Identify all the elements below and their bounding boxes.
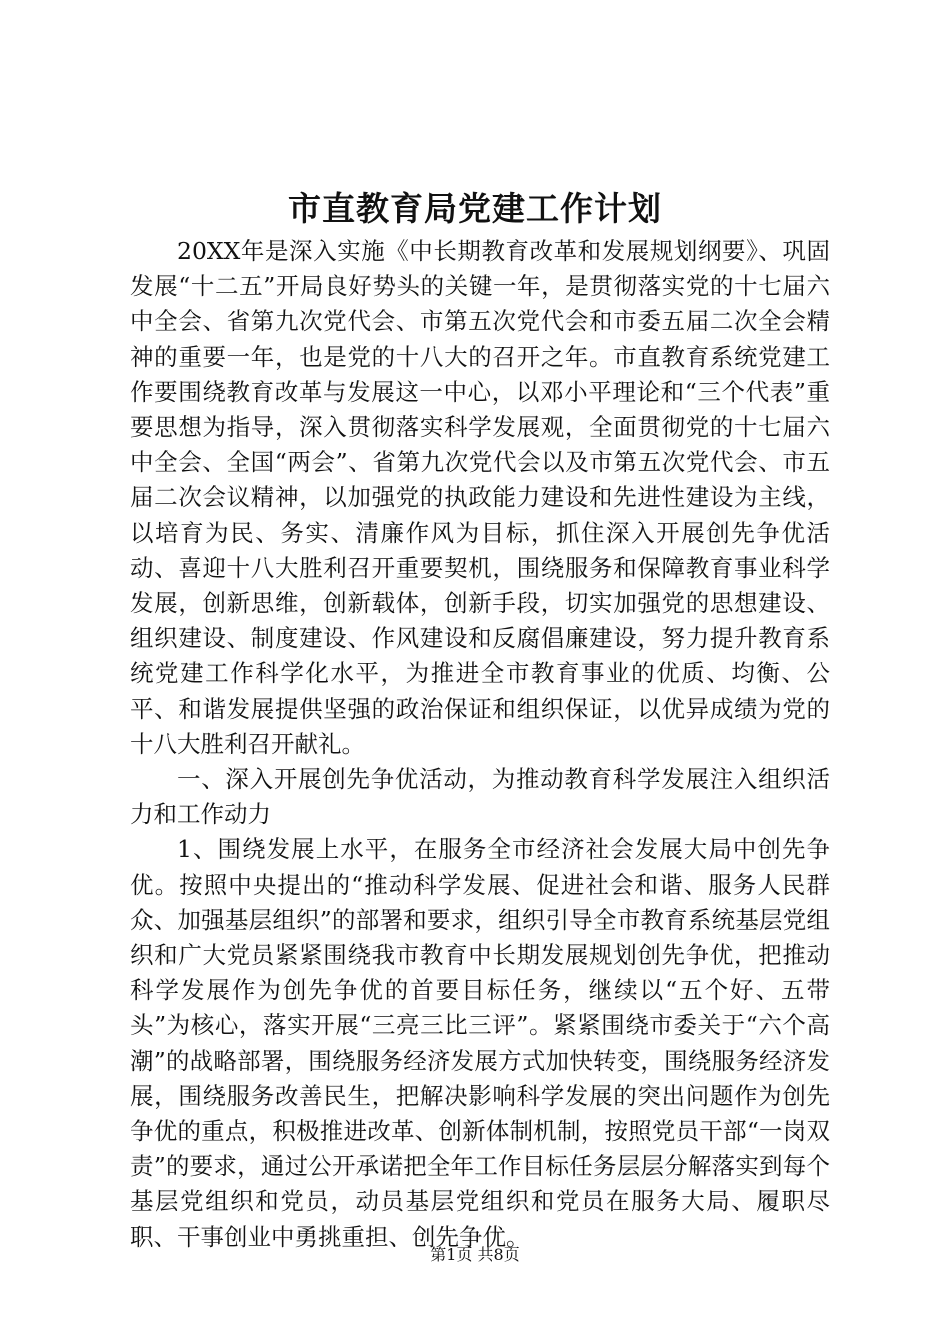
page-footer: 第1页 共8页 xyxy=(430,1245,520,1264)
paragraph-item-1: 1、围绕发展上水平，在服务全市经济社会发展大局中创先争优。按照中央提出的“推动科学发展、促进社会和谐、服务人民群众、加强基层组织”的部署和要求，组织引导全市教育系统基层党组织和广大党员紧紧围绕我市教育中长期发展规划创先争优，把推动科学发展作为创先争优的首要目标任务，继续以“五个好、五带头”为核心，落实开展“三亮三比三评”。紧紧围绕市委关于“六个高潮”的战略部署，围绕服务经济发展方式加快转变，围绕服务经济发展，围绕服务改善民生，把解决影响科学发展的突出问题作为创先争优的重点，积极推进改革、创新体制机制，按照党员干部“一岗双责”的要求，通过公开承诺把全年工作目标任务层层分解落实到每个基层党组织和党员，动员基层党组织和党员在服务大局、履职尽职、干事创业中勇挑重担、创先争优。 xyxy=(130,835,830,1251)
paragraph-intro: 20XX年是深入实施《中长期教育改革和发展规划纲要》、巩固发展“十二五”开局良好势头的关键一年，是贯彻落实党的十七届六中全会、省第九次党代会、市第五次党代会和市委五届二次全会精神的重要一年，也是党的十八大的召开之年。市直教育系统党建工作要围绕教育改革与发展这一中心，以邓小平理论和“三个代表”重要思想为指导，深入贯彻落实科学发展观，全面贯彻党的十七届六中全会、全国“两会”、省第九次党代会以及市第五次党代会、市五届二次会议精神，以加强党的执政能力建设和先进性建设为主线，以培育为民、务实、清廉作风为目标，抓住深入开展创先争优活动、喜迎十八大胜利召开重要契机，围绕服务和保障教育事业科学发展，创新思维，创新载体，创新手段，切实加强党的思想建设、组织建设、制度建设、作风建设和反腐倡廉建设，努力提升教育系统党建工作科学化水平，为推进全市教育事业的优质、均衡、公平、和谐发展提供坚强的政治保证和组织保证，以优异成绩为党的十八大胜利召开献礼。 xyxy=(130,237,830,758)
paragraph-section-heading: 一、深入开展创先争优活动，为推动教育科学发展注入组织活力和工作动力 xyxy=(130,765,830,829)
document-title: 市直教育局党建工作计划 xyxy=(288,189,662,228)
document-body xyxy=(130,234,830,1255)
